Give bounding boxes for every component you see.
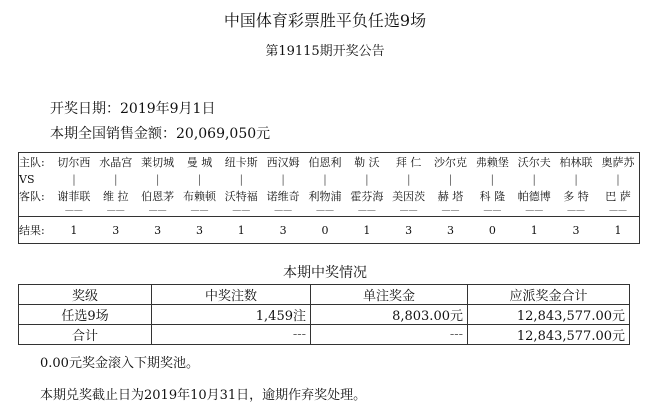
match-result: 3	[179, 217, 221, 244]
match-home-team: 莱切城	[141, 156, 175, 170]
prize-section-title: 本期中奖情况	[283, 265, 367, 281]
header-unit-prize: 单注奖金	[311, 285, 468, 305]
prize-unit: 8,803.00元	[311, 305, 468, 325]
match-separator: ——	[106, 205, 125, 216]
match-result: 1	[597, 217, 640, 244]
match-separator: ——	[483, 205, 502, 216]
match-vs: |	[364, 172, 369, 186]
page-title: 中国体育彩票胜平负任选9场	[223, 11, 427, 30]
match-away-team: 诺维奇	[266, 189, 300, 203]
match-result: 3	[137, 217, 179, 244]
issue-subtitle: 第19115期开奖公告	[265, 44, 385, 59]
prize-winners: 1,459注	[152, 305, 311, 325]
match-separator: ——	[190, 205, 209, 216]
total-winners: ---	[152, 325, 311, 345]
match-away-team: 谢菲联	[57, 189, 91, 203]
match-home-team: 沙尔克	[434, 156, 468, 170]
match-separator: ——	[441, 205, 460, 216]
match-separator: ——	[148, 205, 167, 216]
match-home-team: 西汉姆	[266, 156, 300, 170]
match-vs: |	[574, 172, 578, 186]
match-home-team: 曼 城	[186, 156, 213, 170]
match-vs: |	[532, 172, 537, 186]
match-result: 1	[513, 217, 555, 244]
match-away-team: 霍芬海	[350, 189, 384, 203]
prize-level: 任选9场	[19, 305, 152, 325]
match-away-team: 布赖顿	[182, 189, 216, 203]
match-vs: |	[113, 172, 118, 186]
match-away-team: 巴 萨	[605, 189, 631, 203]
match-vs: |	[616, 172, 620, 186]
home-row-label: 主队:	[19, 156, 45, 170]
match-result: 3	[95, 217, 137, 244]
prize-total: 12,843,577.00元	[468, 305, 630, 325]
match-separator: ——	[525, 205, 544, 216]
match-result: 3	[430, 217, 472, 244]
rollover-note: 0.00元奖金滚入下期奖池。	[40, 356, 199, 371]
vs-row-label: VS	[19, 172, 35, 186]
prize-header-row	[19, 285, 630, 305]
match-away-team: 维 拉	[103, 189, 129, 203]
match-result: 3	[555, 217, 597, 244]
header-level: 奖级	[19, 285, 152, 305]
header-total-prize: 应派奖金合计	[468, 285, 630, 305]
match-home-team: 勒 沃	[354, 156, 380, 170]
match-away-team: 伯恩茅	[141, 189, 175, 203]
prize-table	[18, 284, 630, 345]
match-away-team: 多 特	[563, 189, 589, 203]
match-result: 1	[346, 217, 388, 244]
total-amount: 12,843,577.00元	[468, 325, 630, 345]
match-away-team: 赫 塔	[437, 189, 464, 203]
sales-amount: 本期全国销售金额：20,069,050元	[50, 126, 271, 142]
match-separator: ——	[64, 205, 83, 216]
match-result: 0	[304, 217, 346, 244]
match-separator: ——	[608, 205, 627, 216]
match-separator: ——	[567, 205, 586, 216]
match-away-team: 科 隆	[479, 189, 506, 203]
draw-date: 开奖日期：2019年9月1日	[50, 101, 216, 117]
match-result: 0	[471, 217, 513, 244]
match-home-team: 水晶宫	[99, 156, 133, 170]
match-vs: |	[155, 172, 160, 186]
match-vs: |	[239, 172, 244, 186]
match-home-team: 奥萨苏	[601, 156, 635, 170]
prize-total-row	[19, 325, 630, 345]
match-separator: ——	[357, 205, 376, 216]
match-away-team: 沃特福	[224, 189, 258, 203]
match-separator: ——	[399, 205, 418, 216]
match-result: 3	[262, 217, 304, 244]
match-table	[18, 152, 640, 244]
match-away-team: 帕德博	[517, 189, 551, 203]
match-separator: ——	[232, 205, 251, 216]
match-vs: |	[72, 172, 76, 186]
match-home-team: 柏林联	[559, 156, 593, 170]
match-home-team: 伯恩利	[308, 156, 342, 170]
match-result: 3	[388, 217, 430, 244]
match-vs: |	[448, 172, 453, 186]
header-winners: 中奖注数	[152, 285, 311, 305]
total-unit: ---	[311, 325, 468, 345]
match-vs: |	[490, 172, 495, 186]
prize-row	[19, 305, 630, 325]
match-result: 1	[53, 217, 95, 244]
match-vs: |	[281, 172, 285, 186]
match-away-team: 美因茨	[392, 189, 426, 203]
match-separator: ——	[315, 205, 334, 216]
match-vs: |	[323, 172, 327, 186]
match-vs: |	[406, 172, 411, 186]
away-row-label: 客队:	[19, 189, 45, 203]
match-home-team: 纽卡斯	[224, 156, 258, 170]
match-vs: |	[197, 172, 202, 186]
match-separator: ——	[274, 205, 293, 216]
match-home-team: 拜 仁	[395, 156, 422, 170]
match-result: 1	[220, 217, 262, 244]
match-home-team: 弗赖堡	[475, 156, 509, 170]
match-away-team: 利物浦	[308, 189, 342, 203]
deadline-note: 本期兑奖截止日为2019年10月31日，逾期作弃奖处理。	[40, 388, 367, 403]
match-home-team: 切尔西	[57, 156, 91, 170]
match-home-team: 沃尔夫	[517, 156, 551, 170]
total-label: 合计	[19, 325, 152, 345]
result-row-label: 结果:	[19, 217, 54, 244]
